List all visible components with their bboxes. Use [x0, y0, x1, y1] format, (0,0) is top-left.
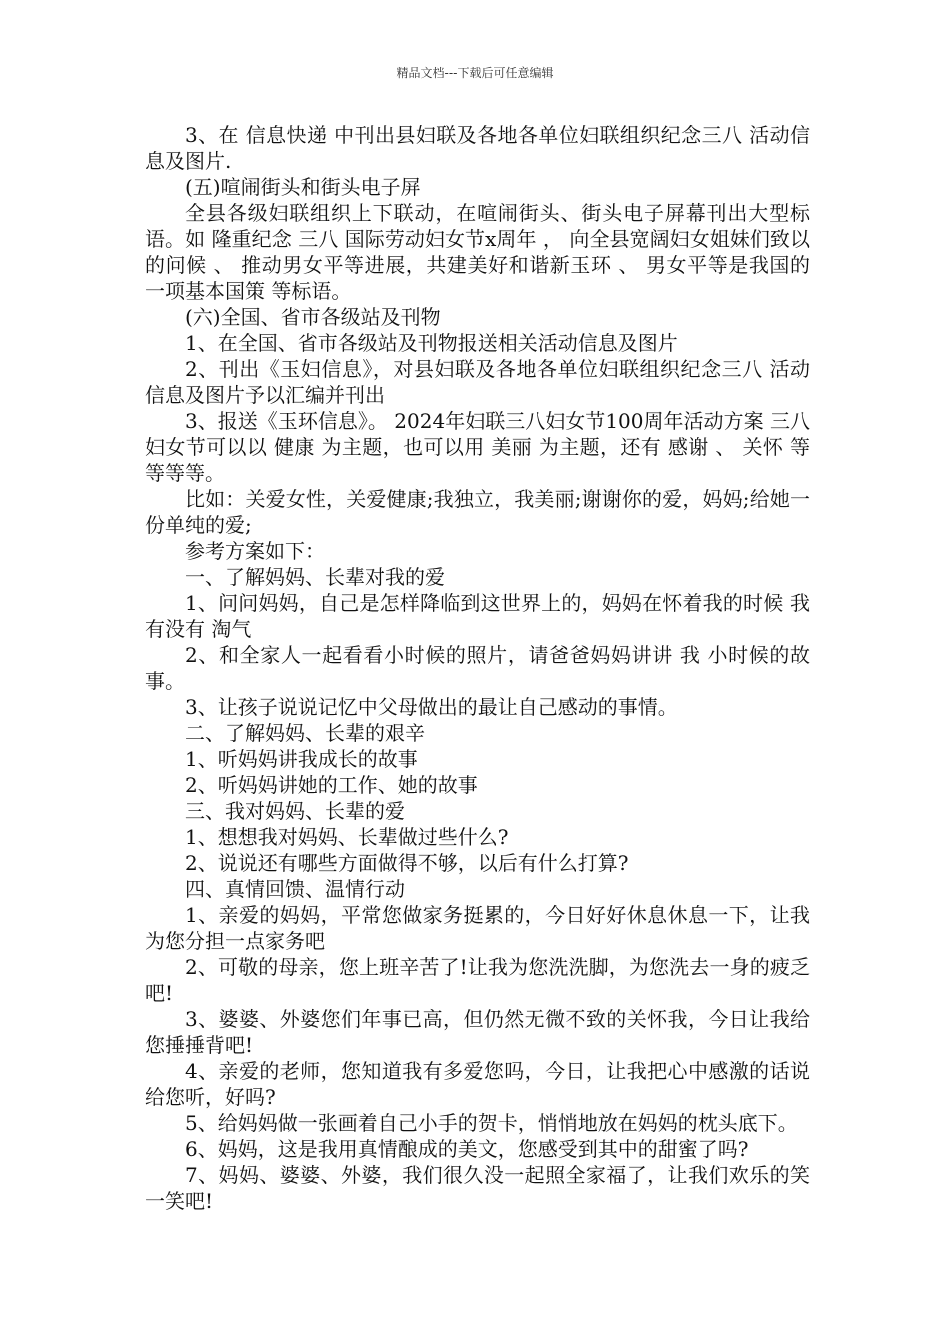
paragraph: 2、和全家人一起看看小时候的照片，请爸爸妈妈讲讲 我 小时候的故事。 [145, 643, 810, 693]
paragraph: 1、亲爱的妈妈，平常您做家务挺累的，今日好好休息休息一下，让我为您分担一点家务吧 [145, 903, 810, 953]
paragraph: 参考方案如下： [185, 539, 325, 563]
section-heading: (六)全国、省市各级站及刊物 [185, 305, 441, 329]
paragraph: 3、报送《玉环信息》。 2024年妇联三八妇女节100周年活动方案 三八妇女节可以以 健康 为主题，也可以用 美丽 为主题，还有 感谢 、 关怀 等等等等。 [145, 409, 810, 485]
paragraph: 1、听妈妈讲我成长的故事 [185, 747, 418, 771]
section-heading: 三、我对妈妈、长辈的爱 [185, 799, 405, 823]
document-body [145, 122, 810, 1214]
paragraph: 3、让孩子说说记忆中父母做出的最让自己感动的事情。 [185, 695, 678, 719]
paragraph: 2、听妈妈讲她的工作、她的故事 [185, 773, 478, 797]
paragraph: 2、说说还有哪些方面做得不够，以后有什么打算? [185, 851, 629, 875]
paragraph: 7、妈妈、婆婆、外婆，我们很久没一起照全家福了，让我们欢乐的笑一笑吧! [145, 1163, 810, 1213]
section-heading: (五)喧闹街头和街头电子屏 [185, 175, 421, 199]
paragraph: 1、想想我对妈妈、长辈做过些什么? [185, 825, 509, 849]
paragraph: 4、亲爱的老师，您知道我有多爱您吗，今日，让我把心中感激的话说给您听，好吗? [145, 1059, 810, 1109]
paragraph: 全县各级妇联组织上下联动，在喧闹街头、街头电子屏幕刊出大型标语。如 隆重纪念 三八 国际劳动妇女节x周年 ， 向全县宽阔妇女姐妹们致以的问候 、 推动男女平等进展，共建美好和谐新玉环 、 男女平等是我国的一项基本国策 等标语。 [145, 201, 810, 303]
page-header: 精品文档---下载后可任意编辑 [396, 66, 554, 80]
paragraph: 5、给妈妈做一张画着自己小手的贺卡，悄悄地放在妈妈的枕头底下。 [185, 1111, 798, 1135]
paragraph: 3、在 信息快递 中刊出县妇联及各地各单位妇联组织纪念三八 活动信息及图片. [145, 123, 810, 173]
section-heading: 四、真情回馈、温情行动 [185, 877, 405, 901]
paragraph: 3、婆婆、外婆您们年事已高，但仍然无微不致的关怀我，今日让我给您捶捶背吧! [145, 1007, 810, 1057]
paragraph: 2、刊出《玉妇信息》，对县妇联及各地各单位妇联组织纪念三八 活动信息及图片予以汇编并刊出 [145, 357, 810, 407]
paragraph: 2、可敬的母亲，您上班辛苦了!让我为您洗洗脚，为您洗去一身的疲乏吧! [145, 955, 810, 1005]
section-heading: 一、了解妈妈、长辈对我的爱 [185, 565, 445, 589]
paragraph: 1、在全国、省市各级站及刊物报送相关活动信息及图片 [185, 331, 678, 355]
paragraph: 比如：关爱女性，关爱健康;我独立，我美丽;谢谢你的爱，妈妈;给她一份单纯的爱; [145, 487, 810, 537]
section-heading: 二、了解妈妈、长辈的艰辛 [185, 721, 425, 745]
paragraph: 6、妈妈，这是我用真情酿成的美文，您感受到其中的甜蜜了吗? [185, 1137, 749, 1161]
paragraph: 1、问问妈妈，自己是怎样降临到这世界上的，妈妈在怀着我的时候 我 有没有 淘气 [145, 591, 810, 641]
